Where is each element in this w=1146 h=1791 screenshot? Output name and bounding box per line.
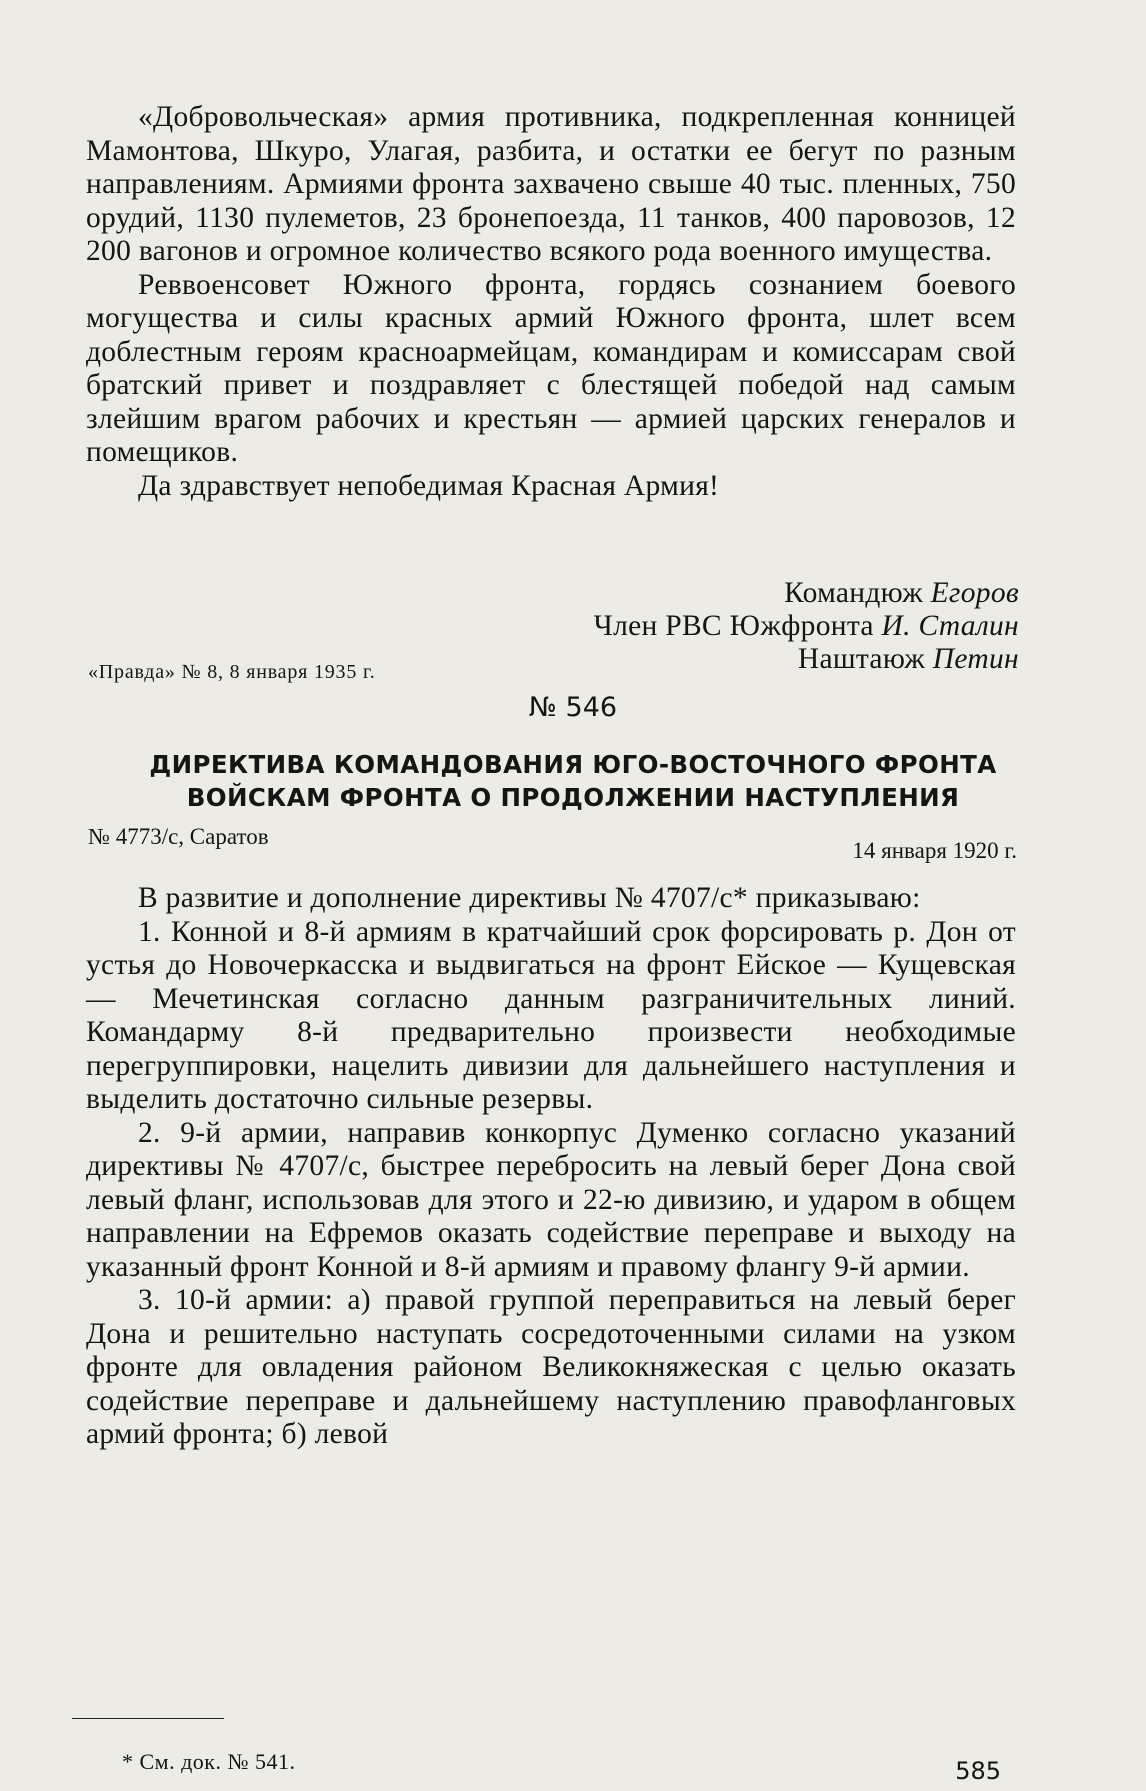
document-title: [86, 748, 1060, 814]
signature-line: [784, 577, 1019, 610]
paragraph-item-3: 3. 10-й армии: а) правой группой переправиться на левый берег Дона и решительно наступать сосредоточенными силами на узком фронте для овладения районом Великокняжеская с целью оказать содействие переправе и дальнейшему наступлению правофланговых армий фронта; б) левой: [86, 1284, 1016, 1450]
signature-line: [798, 643, 1019, 676]
intro-text: [86, 101, 1016, 503]
document-date: 14 января 1920 г.: [852, 838, 1017, 863]
title-line: ДИРЕКТИВА КОМАНДОВАНИЯ ЮГО-ВОСТОЧНОГО ФРОНТА: [149, 750, 997, 779]
page-number: 585: [955, 1757, 1001, 1785]
signature-name: Петин: [932, 643, 1019, 675]
source-citation: «Правда» № 8, 8 января 1935 г.: [88, 661, 376, 683]
paragraph-item-2: 2. 9-й армии, направив конкорпус Думенко согласно указаний директивы № 4707/с, быстрее перебросить на левый берег Дона свой левый фланг, использовав для этого и 22-ю дивизию, и ударом в общем направлении на Ефремов оказать содействие переправе и выходу на указанный фронт Конной и 8-й армиям и правому флангу 9-й армии.: [86, 1116, 1016, 1283]
document-place: № 4773/с, Саратов: [88, 824, 269, 849]
document-number: № 546: [528, 692, 618, 723]
title-line: ВОЙСКАМ ФРОНТА О ПРОДОЛЖЕНИИ НАСТУПЛЕНИЯ: [186, 783, 960, 812]
signature-name: И. Сталин: [881, 610, 1019, 642]
paragraph-greeting: Реввоенсовет Южного фронта, гордясь сознанием боевого могущества и силы красных армий Южного фронта, шлет всем доблестным героям красноармейцам, командирам и комиссарам свой братский привет и поздравляет с блестящей победой над самым злейшим врагом рабочих и крестьян — армией царских генералов и помещиков.: [86, 268, 1016, 468]
footnote-divider: [72, 1718, 224, 1719]
paragraph-item-1: 1. Конной и 8-й армиям в кратчайший срок форсировать р. Дон от устья до Новочеркасска и выдвигаться на фронт Ейское — Кущевская — Мечетинская согласно данным разграничительных линий. Командарму 8-й предварительно произвести необходимые перегруппировки, нацелить дивизии для дальнейшего наступления и выделить достаточно сильные резервы.: [86, 915, 1016, 1115]
signature-role: Командюж: [784, 577, 923, 609]
signature-line: [594, 610, 1019, 643]
paragraph-intro: В развитие и дополнение директивы № 4707/с* приказываю:: [138, 882, 921, 914]
signature-name: Егоров: [930, 577, 1019, 609]
paragraph-slogan: Да здравствует непобедимая Красная Армия!: [138, 469, 720, 502]
footnote: * См. док. № 541.: [122, 1749, 296, 1774]
signature-role: Член РВС Южфронта: [593, 610, 874, 642]
signature-role: Наштаюж: [797, 643, 926, 675]
paragraph-victory-summary: «Добровольческая» армия противника, подкрепленная конницей Мамонтова, Шкуро, Улагая, разбита, и остатки ее бегут по разным направлениям. Армиями фронта захвачено свыше 40 тыс. пленных, 750 орудий, 1130 пулеметов, 23 бронепоезда, 11 танков, 400 паровозов, 12 200 вагонов и огромное количество всякого рода военного имущества.: [86, 101, 1016, 267]
directive-text: [86, 882, 1016, 1452]
